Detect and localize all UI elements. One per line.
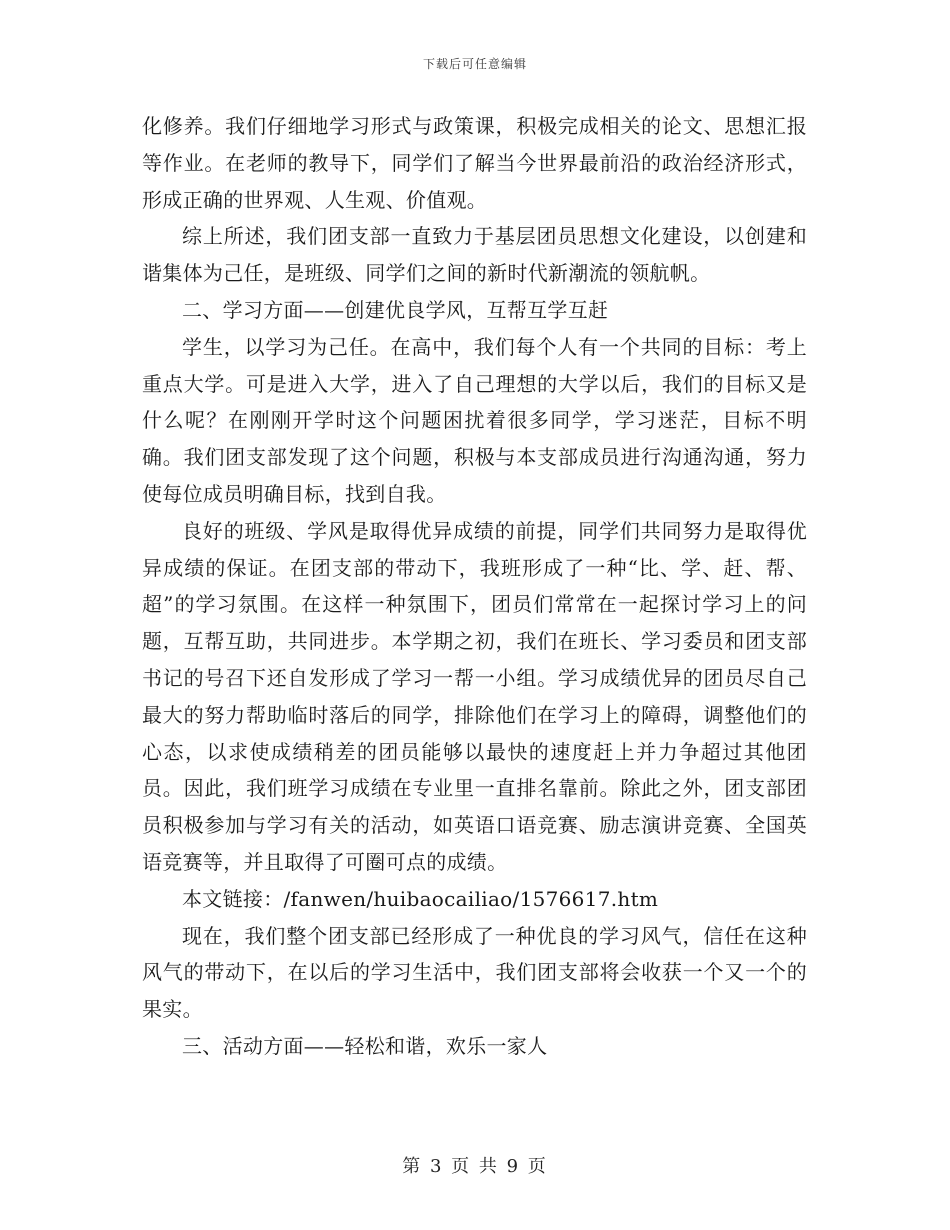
- paragraph-study-atmosphere: 良好的班级、学风是取得优异成绩的前提，同学们共同努力是取得优异成绩的保证。在团支部的带动下，我班形成了一种“比、学、赶、帮、超”的学习氛围。在这样一种氛围下，团员们常常在一起探讨学习上的问题，互帮互助，共同进步。本学期之初，我们在班长、学习委员和团支部书记的号召下还自发形成了学习一帮一小组。学习成绩优异的团员尽自己最大的努力帮助临时落后的同学，排除他们在学习上的障碍，调整他们的心态，以求使成绩稍差的团员能够以最快的速度赶上并力争超过其他团员。因此，我们班学习成绩在专业里一直排名靠前。除此之外，团支部团员积极参加与学习有关的活动，如英语口语竞赛、励志演讲竞赛、全国英语竞赛等，并且取得了可圈可点的成绩。: [142, 518, 807, 874]
- page-number: 第 3 页 共 9 页: [402, 1156, 548, 1177]
- document-body: [142, 108, 807, 1065]
- paragraph-study-goal: 学生，以学习为己任。在高中，我们每个人有一个共同的目标：考上重点大学。可是进入大学，进入了自己理想的大学以后，我们的目标又是什么呢？在刚刚开学时这个问题困扰着很多同学，学习迷茫，目标不明确。我们团支部发现了这个问题，积极与本支部成员进行沟通沟通，努力使每位成员明确目标，找到自我。: [142, 334, 807, 506]
- paragraph-continued: 化修养。我们仔细地学习形式与政策课，积极完成相关的论文、思想汇报等作业。在老师的教导下，同学们了解当今世界最前沿的政治经济形式，形成正确的世界观、人生观、价值观。: [142, 114, 807, 212]
- section-heading-activity: 三、活动方面——轻松和谐，欢乐一家人: [182, 1033, 548, 1058]
- page-header-note: 下载后可任意编辑: [422, 57, 527, 71]
- paragraph-study-result: 现在，我们整个团支部已经形成了一种优良的学习风气，信任在这种风气的带动下，在以后的学习生活中，我们团支部将会收获一个又一个的果实。: [142, 923, 807, 1022]
- paragraph-summary: 综上所述，我们团支部一直致力于基层团员思想文化建设，以创建和谐集体为己任，是班级、同学们之间的新时代新潮流的领航帆。: [142, 224, 807, 286]
- article-link-text: 本文链接：/fanwen/huibaocailiao/1576617.htm: [182, 886, 659, 911]
- section-heading-study: 二、学习方面——创建优良学风，互帮互学互赶: [182, 297, 609, 322]
